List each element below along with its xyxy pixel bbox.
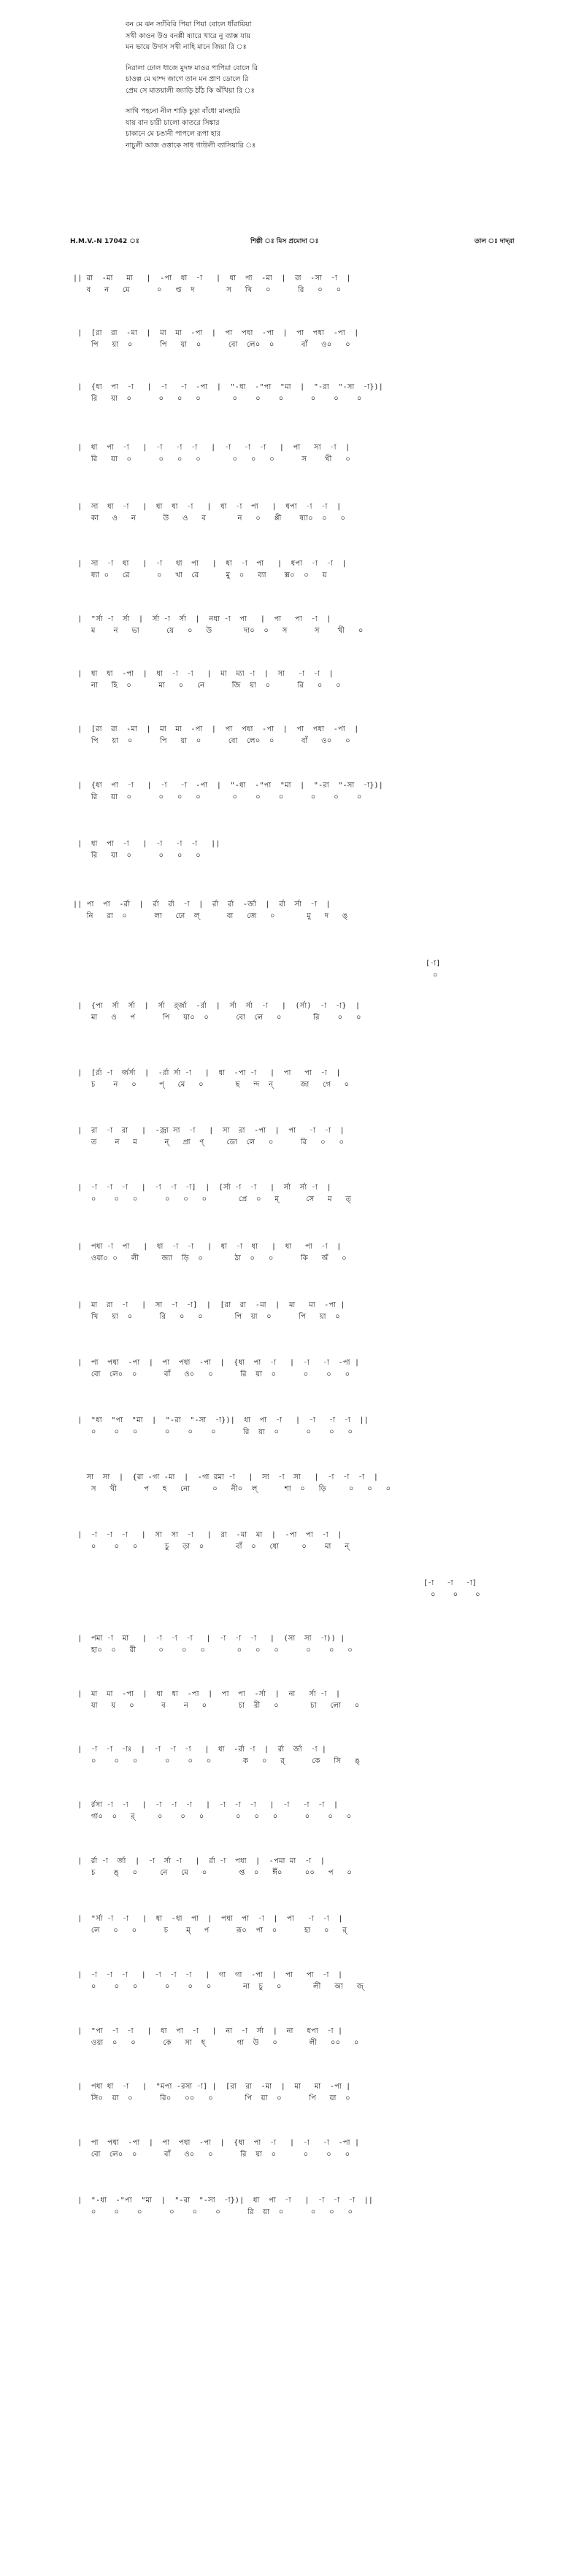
notation-mark: [-া -া -া] — [423, 1579, 477, 1587]
notation-line — [0, 1472, 584, 1495]
notation-line — [0, 1125, 584, 1149]
lyric-syllable-row: ০ ০ ০ ০ ০ ০ রি য়া ০ ০ ০ ০ — [73, 2208, 353, 2216]
notation-line — [0, 1182, 584, 1206]
lyric-line: চাওল্প মে ঘাম্দ জাগে তান মন প্রাণ ডোলে রি — [126, 75, 249, 83]
lyric-syllable-row: ০ ০ ০ ০ ০ ০ না চু ০ লী আ জ্ — [73, 1983, 364, 1991]
swar-row: | সা ধা -া | ধা ধা -া | ধা -া পা | ধপা -া -া | — [73, 503, 342, 511]
lyric-syllable-row: পি য়া ০ পি য়া ০ বো লে০ ০ বাঁ ও০ ০ — [73, 341, 350, 349]
lyric-syllable-row: বো লে০ ০ বাঁ ও০ ০ রি য়া ০ ০ ০ ০ — [73, 2151, 350, 2159]
swar-row: | র্রা -া র্জা | -া র্সা -া | র্রা -া পধা | -পমা মা -া | — [73, 1857, 326, 1865]
swar-row: | [রা রা -মা | মা মা -পা | পা পধা -পা | পা পধা -পা | — [73, 329, 359, 337]
record-number: H.M.V.-N 17042 ঃ — [70, 238, 139, 245]
notation-line — [0, 1856, 584, 1879]
swar-row: | পা পধা -পা | পা পধা -পা | {ধা পা -া | -া -া -পা | — [73, 1359, 360, 1367]
lyric-line: বন মে ঝন স্যাঁবিরি পিয়া পিয়া বোলে ধাঁরায়িয়া — [126, 20, 252, 28]
lyric-syllable-row: নি রা ০ লা ঢো ল্ বা জে ০ মু দ ঙ্ — [73, 912, 348, 920]
swar-row: | "ধা "পা "মা | "-রা "-সা -া})| ধা পা -া | -া -া -া || — [73, 1416, 369, 1424]
notation-line — [0, 1744, 584, 1767]
swar-row: | ধা পা -া | -া -া -া | -া -া -া | পা সা -া | — [73, 444, 350, 452]
notation-line — [0, 1530, 584, 1553]
notation-line — [0, 2195, 584, 2218]
swar-row: | -া -া -াঃ | -া -া -া | ধা -র্রা -া | র্রা র্জা -া | — [73, 1746, 327, 1754]
swar-row: || পা পা -র্রা | র্রা র্রা -া | র্রা র্রা -র্জা | র্রা র্সা -া | — [73, 901, 331, 909]
lyric-syllable-row: ব ন মে ০ প্ত দ স খি ০ রি ০ ০ — [73, 286, 342, 294]
lyric-syllable-row: না হি ০ মা ০ নে জি য়া ০ রি ০ ০ — [73, 682, 341, 690]
lyric-line: প্রেম সে মাতয়ালী জ্যাড়ি ঠাঁঠ কি অঁখিয়া রি ঃ — [126, 86, 255, 95]
notation-line — [0, 668, 584, 692]
lyric-line: মন ভায়ে উদাস সখী নাহি মানে জিয়া রি ঃ — [126, 43, 247, 51]
lyric-syllable-row: মা ও প পি য়া০ ০ বো লে ০ রি ০ ০ — [73, 1014, 361, 1022]
swar-row: | ধা পা -া | -া -া -া || — [73, 840, 220, 848]
swar-row: | [র্রা -া র্জর্সা | -র্রা র্সা -া | ধা -পা -া | পা পা -া | — [73, 1069, 341, 1077]
lyric-line: যায় বান চারী চালো কাতরে সিঙ্কার — [126, 118, 220, 127]
lyric-line: চাকানে মে চঙানী পাপলে রূপা হার — [126, 130, 220, 138]
lyric-syllable-row: ০ ০ ০ চু ড়া ০ বাঁ ০ ধো ০ মা ন্ — [73, 1543, 350, 1551]
lyric-syllable-row: গা০ ০ র্ ০ ০ ০ ০ ০ ০ ০ ০ ০ — [73, 1813, 352, 1821]
swar-row: | পা পধা -পা | পা পধা -পা | {ধা পা -া | -া -া -পা | — [73, 2139, 360, 2147]
lyric-syllable-row: রি য়া ০ ০ ০ ০ ০ ০ ০ ০ ০ ০ — [73, 395, 362, 403]
notation-line — [0, 614, 584, 637]
swar-row: | {পা র্সা র্সা | র্সা র্র্জা -র্রা | র্সা র্সা -া | (র্সা) -া -া} | — [73, 1002, 361, 1010]
lyric-syllable-row: খি য়া ০ রি ০ ০ পি য়া ০ পি য়া ০ — [73, 1313, 340, 1321]
notation-line — [0, 2137, 584, 2161]
swar-row: | [রা রা -মা | মা মা -পা | পা পধা -পা | পা পধা -পা | — [73, 725, 359, 733]
lyric-syllable-row: ত ন ম ন্ প্রা ণ্ ডো লে ০ রি ০ ০ — [73, 1138, 345, 1146]
notation-line — [0, 780, 584, 803]
taal-label: তাল ঃ দাদ্‌রা — [474, 238, 515, 245]
notation-line — [0, 838, 584, 862]
notation-line — [0, 1800, 584, 1823]
notation-line — [0, 1415, 584, 1438]
lyric-syllable-row: কা ও ন উ ও ব ন ০ প্পী ষ্যা০ ০ ০ — [73, 514, 346, 522]
notation-line — [0, 382, 584, 405]
lyric-line: সাখি পহনো নীল শাড়ি চুড়া বাঁধো মানহারি — [126, 107, 241, 115]
swar-row: | -া -া -া | সা সা -া | রা -মা মা | -পা পা -া | — [73, 1531, 342, 1539]
swar-row: | ধা ধা -পা | ধা -া -া | মা ম্যা -া | সা -া -া | — [73, 670, 334, 678]
lyric-syllable-row: সি০ য়া ০ রি০ ০০ ০ পি য়া ০ পি য়া ০ — [73, 2094, 350, 2102]
artist-credit: শিল্পী ঃ মিস প্রমোদা ঃ — [250, 238, 319, 245]
lyric-syllable-row: যা য় ০ ব ন ০ চা রী ০ চা লো ০ — [73, 1702, 360, 1710]
notation-line — [0, 1913, 584, 1937]
lyric-line: সখী কাওন উও বনপ্পী ষ্যারে খারে নু ব্যাক্স যায় — [126, 31, 251, 40]
swar-row: | "-ধা -"পা "মা | "-রা "-সা -া})| ধা পা -া | -া -া -া || — [73, 2197, 374, 2205]
notation-line — [0, 2026, 584, 2049]
notation-mark: ০ — [433, 971, 438, 979]
swar-row: | মা মা -পা | ধা ধা -পা | পা পা -র্সা | না র্সা -া | — [73, 1690, 341, 1698]
lyric-syllable-row: হা০ ০ রী ০ ০ ০ ০ ০ ০ ০ ০ ০ — [73, 1646, 353, 1654]
notation-line — [0, 558, 584, 582]
lyric-syllable-row: বো লে০ ০ বাঁ ও০ ০ রি য়া ০ ০ ০ ০ — [73, 1370, 350, 1378]
lyric-syllable-row: চ ঙ্ ০ নে মে ০ প্ত ০ ঈঁ০ ০০ প ০ — [73, 1869, 353, 1877]
swar-row: | রা -া রা | -জ্রা সা -া | সা রা -পা | পা -া -া | — [73, 1127, 345, 1135]
notation-line — [0, 899, 584, 922]
notation-line — [0, 1633, 584, 1657]
swar-row: | পধা ধা -া | "মপা -রসা -া] | [রা রা -মা | মা মা -পা | — [73, 2083, 351, 2091]
notation-line — [0, 1357, 584, 1381]
notation-mark: [-া] — [426, 960, 441, 968]
lyric-syllable-row: রি য়া ০ ০ ০ ০ — [73, 852, 201, 860]
notation-line — [0, 724, 584, 747]
notation-line — [0, 1241, 584, 1265]
notation-line — [0, 1000, 584, 1024]
notation-mark: ০ ০ ০ — [431, 1591, 480, 1599]
swar-row: | -া -া -া | -া -া -া] | [র্সা -া -া | র্সা র্সা -া | — [73, 1184, 331, 1192]
swar-row: | পমা -া মা | -া -া -া | -া -া -া | (সা সা -া)) | — [73, 1635, 345, 1643]
notation-line — [0, 1068, 584, 1091]
swar-row: সা সা | {রা -গা -মা | -গা রমা -া | সা -া সা | -া -া -া | — [73, 1473, 379, 1481]
lyric-syllable-row: রি য়া ০ ০ ০ ০ ০ ০ ০ স খী ০ — [73, 455, 350, 463]
swar-row: | "র্সা -া র্সা | র্সা -া র্সা | নধা -া পা | পা পা -া | — [73, 615, 331, 623]
lyric-line: নাচুলী আজ ওত্তাকে সাধ গাউলী ব্যাসিয়ারি ঃ — [126, 141, 256, 150]
swar-row: | মা রা -া | সা -া -া] | [রা রা -মা | মা মা -পা | — [73, 1301, 345, 1309]
lyric-syllable-row: ০ ০ ০ ০ ০ ০ ক ০ র্ কে সি ঙ্ — [73, 1757, 361, 1765]
lyric-syllable-row: রি য়া ০ ০ ০ ০ ০ ০ ০ ০ ০ ০ — [73, 793, 362, 801]
swar-row: | সা -া ধা | -া ধা পা | ধা -া পা | ধপা -া -া | — [73, 560, 347, 568]
notation-line — [0, 328, 584, 351]
lyric-syllable-row: ০ ০ ০ ০ ০ ০ প্রে ০ ম্ সে ম ত্ — [73, 1195, 352, 1203]
lyric-syllable-row: পি য়া ০ পি য়া ০ বো লে০ ০ বাঁ ও০ ০ — [73, 737, 350, 745]
notation-line — [0, 501, 584, 525]
lyric-syllable-row: চ ন ০ প্ মে ০ ছ ন্দ ন্ জা গে ০ — [73, 1081, 350, 1089]
lyric-syllable-row: ওয়া ০ ০ কে সা ধ্ গা উ ০ লী ০০ ০ — [73, 2039, 359, 2047]
swar-row: || রা -মা মা | -পা ধা -া | ধা পা -মা | রা -সা -া | — [73, 274, 351, 282]
swar-row: | র্রসা -া -া | -া -া -া | -া -া -া | -া -া -া | — [73, 1801, 339, 1809]
lyric-syllable-row: স খী প হ নো ০ নী০ ল্ শা ০ ড়ি ০ ০ ০ — [73, 1485, 391, 1493]
lyric-syllable-row: ওয়া০ ০ লী জ্যা ড়ি ০ ঠা ০ ০ কি অঁ ০ — [73, 1254, 347, 1262]
swar-row: | {ধা পা -া | -া -া -পা | "-ধা -"পা "মা | "-রা "-সা -া})| — [73, 782, 384, 790]
swar-row: | "র্সা -া -া | ধা -ধা পা | পধা পা -া | পা -া -া | — [73, 1915, 343, 1923]
notation-line — [0, 1970, 584, 1993]
lyric-line: নিরালা ঢোল ধাজে মুদঙ্গ মাওর পাপিয়া বোলে রি — [126, 63, 258, 72]
notation-line — [0, 1689, 584, 1712]
notation-line — [0, 273, 584, 296]
notation-line — [0, 442, 584, 466]
notation-line — [0, 2081, 584, 2105]
notation-line — [0, 1300, 584, 1323]
swar-row: | {ধা পা -া | -া -া -পা | "-ধা -"পা "মা | "-রা "-সা -া})| — [73, 383, 384, 391]
swar-row: | "পা -া -া | ধা পা -া | না -া র্সা | না ধপা -া | — [73, 2027, 343, 2035]
lyric-syllable-row: ০ ০ ০ ০ ০ ০ রি য়া ০ ০ ০ ০ — [73, 1428, 353, 1436]
lyric-syllable-row: ষ্যা ০ রে ০ খা রে মু ০ ব্যা ক্স০ ০ য় — [73, 571, 327, 579]
swar-row: | পধা -া পা | ধা -া -া | ধা -া ধা | ধা পা -া | — [73, 1243, 342, 1251]
lyric-syllable-row: লে ০ ০ চ ম্ প রূ০ পা ০ হা ০ র্ — [73, 1927, 347, 1935]
swar-row: | -া -া -া | -া -া -া | গা গা -পা | পা পা -া | — [73, 1971, 343, 1979]
lyric-syllable-row: ম ন ভা য়ে ০ উ দা০ ০ স স খী ০ — [73, 627, 364, 635]
